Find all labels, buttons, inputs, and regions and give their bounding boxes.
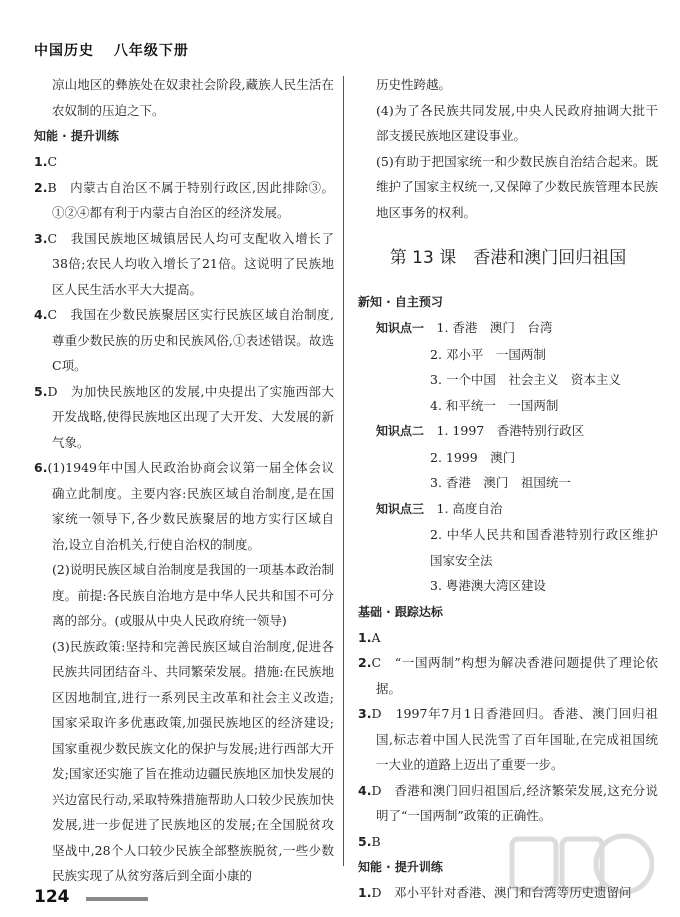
answer-item: 5.D 为加快民族地区的发展,中央提出了实施西部大开发战略,使得民族地区出现了大开发、大发展的新气象。 (34, 383, 334, 450)
section-heading-advanced: 知能 · 提升训练 (34, 129, 119, 143)
answer-subparagraph: (3)民族政策:坚持和完善民族区域自治制度,促进各民族共同团结奋斗、共同繁荣发展。措施:在民族地区因地制宜,进行一系列民主改革和社会主义改造;国家采取许多优惠政策,加强民族地区的经济建设;国家重视少数民族文化的保护与发展;进行西部大开发;国家还实施了旨在推动边疆民族地区加快发展的兴边富民行动,采取特殊措施帮助人口较少民族加快发展,进一步促进了民族地区的发展;在全国脱贫攻坚战中,28个人口较少民族全部整族脱贫,一些少数民族实现了从贫穷落后到全面小康的 (52, 638, 334, 883)
section-heading-advanced-2: 知能 · 提升训练 (358, 860, 443, 874)
knowledge-point-line: 3. 粤港澳大湾区建设 (430, 578, 546, 593)
right-column (358, 72, 658, 906)
answer-item: 2.B 内蒙古自治区不属于特别行政区,因此排除③。①②④都有利于内蒙古自治区的经济发展。 (34, 179, 334, 220)
lesson-title: 第 13 课 香港和澳门回归祖国 (389, 248, 627, 268)
intro-paragraph: 凉山地区的彝族处在奴隶社会阶段,藏族人民生活在农奴制的压迫之下。 (52, 77, 334, 118)
answer-item: 4.C 我国在少数民族聚居区实行民族区域自治制度,尊重少数民族的历史和民族风俗,①表述错误。故选C项。 (34, 307, 334, 373)
answer-item: 5.B (358, 833, 381, 849)
left-column (34, 72, 334, 889)
knowledge-point-line: 知识点一 1. 香港 澳门 台湾 (376, 320, 553, 335)
knowledge-point-line: 4. 和平统一 一国两制 (430, 397, 559, 413)
answer-item: 1.D 邓小平针对香港、澳门和台湾等历史遗留问 (358, 885, 632, 900)
answer-item: 6.(1)1949年中国人民政治协商会议第一届全体会议确立此制度。主要内容:民族区域自治制度,是在国家统一领导下,各少数民族聚居的地方实行区域自治,设立自治机关,行使自治权的制度。 (34, 460, 334, 552)
knowledge-point-line: 3. 香港 澳门 祖国统一 (430, 475, 571, 490)
footer-bar (86, 897, 148, 901)
section-heading-basic: 基础 · 跟踪达标 (358, 604, 443, 619)
answer-subparagraph: (4)为了各民族共同发展,中央人民政府抽调大批干部支援民族地区建设事业。 (376, 102, 658, 143)
knowledge-point-line: 2. 1999 澳门 (430, 449, 516, 465)
book-title: 中国历史 (34, 43, 94, 59)
watermark-seal-icon (504, 829, 654, 899)
knowledge-point-line: 3. 一个中国 社会主义 资本主义 (430, 372, 621, 387)
column-divider (343, 76, 344, 866)
answer-item: 2.C “一国两制”构想为解决香港问题提供了理论依据。 (358, 655, 658, 696)
answer-item: 3.C 我国民族地区城镇居民人均可支配收入增长了38倍;农民人均收入增长了21倍。这说明了民族地区人民生活水平大大提高。 (34, 230, 334, 297)
knowledge-point-line: 2. 邓小平 一国两制 (430, 346, 546, 362)
answer-item: 1.C (34, 154, 58, 169)
page-number: 124 (34, 887, 70, 907)
grade-label: 八年级下册 (113, 43, 189, 59)
answer-item: 1.A (358, 629, 381, 645)
knowledge-point-line: 知识点二 1. 1997 香港特别行政区 (376, 423, 585, 438)
answer-item: 4.D 香港和澳门回归祖国后,经济繁荣发展,这充分说明了“一国两制”政策的正确性。 (358, 782, 658, 823)
answer-item: 3.D 1997年7月1日香港回归。香港、澳门回归祖国,标志着中国人民洗雪了百年国耻,在完成祖国统一大业的道路上迈出了重要一步。 (358, 706, 658, 772)
knowledge-point-line: 知识点三 1. 高度自治 (376, 500, 503, 516)
answer-subparagraph: (2)说明民族区域自治制度是我国的一项基本政治制度。前提:各民族自治地方是中华人民共和国不可分离的部分。(或服从中央人民政府统一领导) (52, 562, 334, 628)
answer-subparagraph: (5)有助于把国家统一和少数民族自治结合起来。既维护了国家主权统一,又保障了少数民族管理本民族地区事务的权利。 (376, 153, 658, 220)
section-heading-new: 新知 · 自主预习 (358, 295, 443, 309)
running-header (34, 40, 189, 60)
continued-text: 历史性跨越。 (376, 77, 452, 92)
knowledge-point-line: 2. 中华人民共和国香港特别行政区维护国家安全法 (430, 527, 658, 568)
